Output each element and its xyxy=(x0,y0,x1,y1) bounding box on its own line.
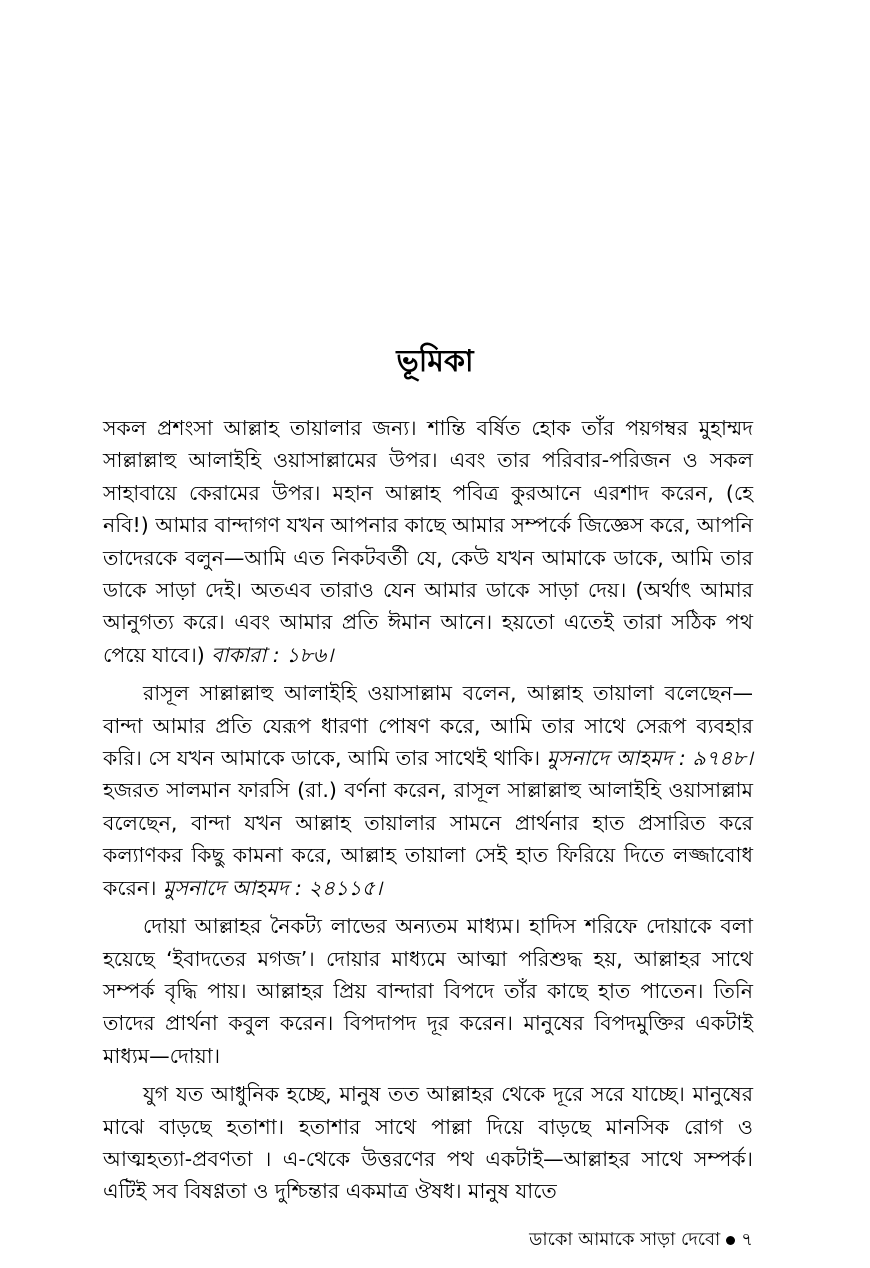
citation-musnad-ahmad-2: মুসনাদে আহমদ : ২৪১১৫। xyxy=(162,875,383,900)
paragraph-3 xyxy=(103,910,753,1072)
bullet-icon xyxy=(726,1236,735,1245)
page-number: ৭ xyxy=(741,1229,753,1250)
paragraph-4-text: যুগ যত আধুনিক হচ্ছে, মানুষ তত আল্লাহর থেকে দূরে সরে যাচ্ছে। মানুষের মাঝে বাড়ছে হতাশা। হতাশার সাথে পাল্লা দিয়ে বাড়ছে মানসিক রোগ ও আত্মহত্যা-প্রবণতা । এ-থেকে উত্তরণের পথ একটাই—আল্লাহর সাথে সম্পর্ক। এটিই সব বিষণ্ণতা ও দুশ্চিন্তার একমাত্র ঔষধ। মানুষ যাতে xyxy=(103,1082,753,1204)
running-title: ডাকো আমাকে সাড়া দেবো xyxy=(529,1229,721,1250)
paragraph-4 xyxy=(103,1078,753,1208)
page-title: ভূমিকা xyxy=(396,344,474,379)
paragraph-2-text-continued: হজরত সালমান ফারসি (রা.) বর্ণনা করেন, রাসূল সাল্লাল্লাহু আলাইহি ওয়াসাল্লাম বলেছেন, বান্দা যখন আল্লাহ তায়ালার সামনে প্রার্থনার হাত প্রসারিত করে কল্যাণকর কিছু কামনা করে, আল্লাহ তায়ালা সেই হাত ফিরিয়ে দিতে লজ্জাবোধ করেন। xyxy=(103,778,753,900)
paragraph-2-text: রাসূল সাল্লাল্লাহু আলাইহি ওয়াসাল্লাম বলেন, আল্লাহ তায়ালা বলেছেন—বান্দা আমার প্রতি যেরূপ ধারণা পোষণ করে, আমি তার সাথে সেরূপ ব্যবহার করি। সে যখন আমাকে ডাকে, আমি তার সাথেই থাকি। xyxy=(103,681,753,771)
body-text xyxy=(103,412,753,1208)
citation-musnad-ahmad-1: মুসনাদে আহমদ : ৯৭৪৮। xyxy=(546,746,753,771)
paragraph-2 xyxy=(103,677,753,904)
paragraph-3-text: দোয়া আল্লাহর নৈকট্য লাভের অন্যতম মাধ্যম। হাদিস শরিফে দোয়াকে বলা হয়েছে ‘ইবাদতের মগজ’। দোয়ার মাধ্যমে আত্মা পরিশুদ্ধ হয়, আল্লাহর সাথে সম্পর্ক বৃদ্ধি পায়। আল্লাহর প্রিয় বান্দারা বিপদে তাঁর কাছে হাত পাতেন। তিনি তাদের প্রার্থনা কবুল করেন। বিপদাপদ দূর করেন। মানুষের বিপদমুক্তির একটাই মাধ্যম—দোয়া। xyxy=(103,914,753,1068)
paragraph-1 xyxy=(103,412,753,671)
citation-baqarah: বাকারা : ১৮৬। xyxy=(211,642,334,667)
page-footer xyxy=(529,1228,753,1252)
paragraph-1-text: সকল প্রশংসা আল্লাহ তায়ালার জন্য। শান্তি বর্ষিত হোক তাঁর পয়গম্বর মুহাম্মদ সাল্লাল্লাহু আলাইহি ওয়াসাল্লামের উপর। এবং তার পরিবার-পরিজন ও সকল সাহাবায়ে কেরামের উপর। মহান আল্লাহ পবিত্র কুরআনে এরশাদ করেন, (হে নবি!) আমার বান্দাগণ যখন আপনার কাছে আমার সম্পর্কে জিজ্ঞেস করে, আপনি তাদেরকে বলুন—আমি এত নিকটবর্তী যে, কেউ যখন আমাকে ডাকে, আমি তার ডাকে সাড়া দেই। অতএব তারাও যেন আমার ডাকে সাড়া দেয়। (অর্থাৎ আমার আনুগত্য করে। এবং আমার প্রতি ঈমান আনে। হয়তো এতেই তারা সঠিক পথ পেয়ে যাবে।) xyxy=(103,416,753,667)
